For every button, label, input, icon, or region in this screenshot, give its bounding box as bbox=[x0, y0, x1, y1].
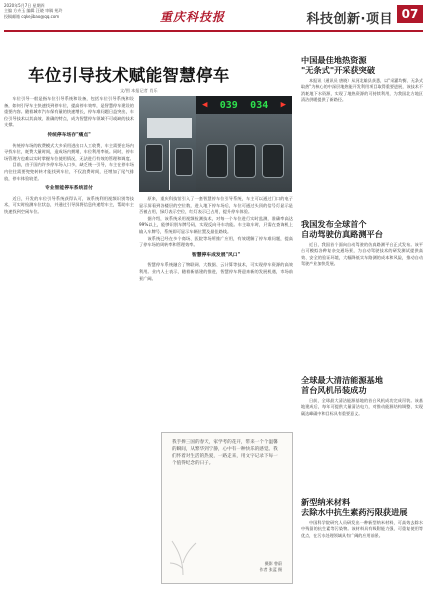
paragraph: 据介绍，该系统采用视频检测技术，对每一个车位进行实时监测，准确率高达99%以上，能够识别车牌号码，实现反向寻车功能。车主取车时，只需在查询机上输入车牌号，系统即可显示车辆位置及最佳路线。 bbox=[139, 215, 293, 234]
news-brief-4 bbox=[301, 498, 423, 596]
car-shape bbox=[262, 144, 284, 178]
page-number: 07 bbox=[397, 5, 423, 23]
masthead bbox=[0, 0, 425, 44]
paragraph: 车位引导一般是指车位引导系统和设备，包括车位引导系统和设备，如何引导车主快速找到停车位，提高停车效率，是智慧停车建设的重要内容。随着城市汽车保有量的快速增长，停车难问题日益突出，车位引导技术以其高效、准确的特点，成为智慧停车领域不可或缺的技术支撑。 bbox=[4, 96, 134, 128]
parking-photo-left bbox=[139, 96, 200, 192]
plant-illustration-icon bbox=[168, 535, 198, 575]
poem-text: 我手捧三国的春天，家学考的花开，带来一个个温馨的瞬间，从繁华到宁静，心中有一种快乐的感觉。我们怀着对生活的热爱，一路走来，用文字记录下每一个值得纪念的日子。 bbox=[172, 440, 278, 467]
poem-sidebar bbox=[161, 432, 293, 584]
contact-email: 投稿邮箱 cqkejibao@qq.com bbox=[4, 13, 60, 19]
sign-count-right: 034 bbox=[250, 99, 269, 111]
poem-signature: 摄影 曾蔚 作者 张蓝 摄 bbox=[259, 561, 282, 572]
brief-body: 日前，全球最大清洁能源基地的首台风机成功完成吊装。该基地建成后，每年可提供大量清洁电力，对推动能源结构调整、实现碳达峰碳中和目标具有重要意义。 bbox=[301, 398, 423, 416]
car-shape bbox=[145, 144, 163, 172]
paragraph: 智慧停车系统融合了物联网、大数据、云计算等技术，可实现停车资源的高效利用。业内人士表示，随着新基建的推进，智慧停车将迎来新的发展机遇，市场前景广阔。 bbox=[139, 262, 293, 281]
brief-body: 中国科学院研究人员研发出一种新型纳米材料，可高效去除水中残留的抗生素等污染物。该材料具有吸附能力强、可重复使用等优点，在污水处理领域具有广阔的应用前景。 bbox=[301, 520, 423, 538]
subheading: 专业智能停车系统首付 bbox=[45, 186, 93, 192]
paragraph: 目前，由于国内许多停车场入口多，缺乏统一引导，车主在停车场内往往需要兜兜转转才能找到车位，不仅浪费时间，还增加了尾气排放，停车体验较差。 bbox=[4, 162, 134, 181]
parking-guidance-sign bbox=[196, 96, 292, 114]
article-byline: 文/图 本报记者 肖乐 bbox=[120, 88, 158, 93]
article-column-1 bbox=[4, 96, 134, 592]
brief-title: 全球最大清洁能源基地 首台风机吊装成功 bbox=[301, 375, 383, 395]
parking-photo-right bbox=[196, 114, 292, 192]
brief-title: 新型纳米材料 去除水中抗生素药污限获进展 bbox=[301, 497, 408, 517]
car-shape bbox=[206, 144, 228, 178]
subheading: 传统停车场存"痛点" bbox=[47, 132, 91, 138]
car-shape bbox=[234, 144, 256, 178]
paragraph: 近日，开发的车位引导系统获得认可，该系统利用视频识别等技术，可实时检测车位状态，并通过引导屏将信息传递给车主，帮助车主快速找到空闲车位。 bbox=[4, 195, 134, 214]
news-brief-2 bbox=[301, 220, 423, 360]
issue-meta bbox=[4, 3, 124, 19]
right-arrow-icon: ▶ bbox=[280, 100, 286, 110]
car-shape bbox=[175, 148, 193, 176]
brief-title: 中国最佳地热资源 "无条式"开采获突破 bbox=[301, 55, 376, 75]
news-brief-3 bbox=[301, 376, 423, 486]
paragraph: 该系统已经在多个商场、医院等场所推广应用，有效缓解了停车难问题，提高了停车场的周转率和管理效率。 bbox=[139, 235, 293, 248]
masthead-rule bbox=[4, 30, 423, 32]
section-title: 科技创新·项目 bbox=[306, 12, 393, 27]
newspaper-logo: 重庆科技报 bbox=[160, 10, 226, 24]
subheading: 智慧停车成发展"风口" bbox=[191, 252, 241, 258]
paragraph: 原来，重庆科技馆引入了一套智慧停车位引导系统，车主可以通过门口的电子显示屏看到各楼层的空位数，进入地下停车场后，车位可通过头顶的信号灯显示是否被占用，绿灯表示空位，红灯表示已占用，提升停车体验。 bbox=[139, 196, 293, 215]
paragraph: 传统停车场的收费模式大多采用进出口人工收费，车主需要在场内寻找车位，耗费大量时间，造成场内拥堵，车位利用率低。同时，停车场管理方也难以实时掌握车位使用情况，无法进行有效的管理和调度。 bbox=[4, 142, 134, 161]
sign-count-left: 039 bbox=[219, 99, 238, 111]
editor-line: 主编 方卉玉 编辑 汪晓 审稿 苑玲 bbox=[4, 8, 63, 14]
news-brief-1 bbox=[301, 56, 423, 196]
left-arrow-icon: ◀ bbox=[202, 100, 208, 110]
issue-date: 2020年5月7日 星期四 bbox=[4, 3, 45, 8]
brief-body: 近日，我国首个面向自动驾驶的仿真路测平台正式发布。该平台可模拟各种复杂交通场景，为自动驾驶技术的研发测试提供高效、安全的验证环境，大幅降低实车路测的成本和风险，推动自动驾驶产业加快发展。 bbox=[301, 242, 423, 266]
brief-body: 本报讯（通讯员 唐晓）从河北雄县获悉，以"采灌均衡、无条式取热"为核心的中深层地热能开发利用项目取得重要进展，该技术不消耗地下水资源，实现了地热资源的可持续利用，为我国北方地区清洁供暖提供了新路径。 bbox=[301, 78, 423, 102]
article-headline: 车位引导技术赋能智慧停车 bbox=[28, 66, 230, 85]
brief-title: 我国发布全球首个 自动驾驶仿真路测平台 bbox=[301, 219, 383, 239]
article-column-2 bbox=[139, 196, 293, 426]
